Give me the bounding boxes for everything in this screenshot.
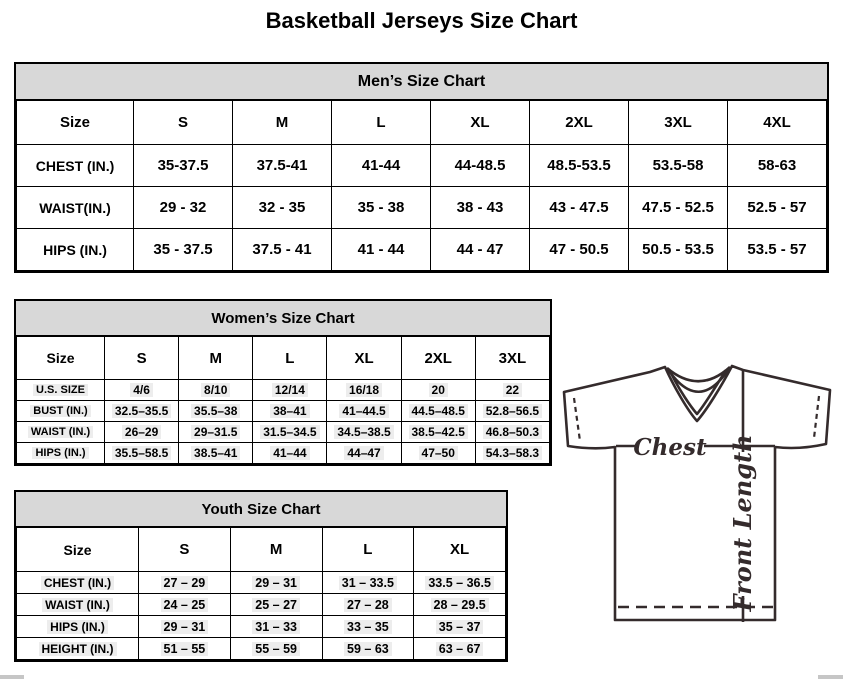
size-value-cell: 44–47 (327, 443, 401, 464)
table-row (17, 616, 506, 638)
womens-size-table (16, 336, 550, 464)
size-value-cell: 52.5 - 57 (728, 187, 827, 229)
youth-chart-title: Youth Size Chart (16, 492, 506, 527)
size-corner-header: Size (17, 528, 139, 572)
column-header-s: S (139, 528, 231, 572)
table-row (17, 145, 827, 187)
chest-label: Chest (633, 434, 707, 461)
row-label: WAIST (IN.) (17, 422, 105, 443)
front-length-label: Front Length (728, 434, 757, 612)
size-value-cell: 38.5–42.5 (401, 422, 475, 443)
size-value-cell: 59 – 63 (322, 638, 414, 660)
size-corner-header: Size (17, 101, 134, 145)
column-header-3xl: 3XL (475, 337, 549, 380)
row-label: HIPS (IN.) (17, 443, 105, 464)
column-header-l: L (253, 337, 327, 380)
size-value-cell: 35 – 37 (414, 616, 506, 638)
size-value-cell: 20 (401, 380, 475, 401)
size-value-cell: 47.5 - 52.5 (629, 187, 728, 229)
size-value-cell: 35 - 38 (332, 187, 431, 229)
row-label: BUST (IN.) (17, 401, 105, 422)
size-value-cell: 25 – 27 (230, 594, 322, 616)
size-value-cell: 48.5-53.5 (530, 145, 629, 187)
jersey-outline (564, 366, 830, 620)
column-header-xl: XL (327, 337, 401, 380)
size-corner-header: Size (17, 337, 105, 380)
column-header-xl: XL (431, 101, 530, 145)
size-value-cell: 31 – 33 (230, 616, 322, 638)
table-row (17, 638, 506, 660)
size-value-cell: 27 – 28 (322, 594, 414, 616)
column-header-row (17, 528, 506, 572)
size-value-cell: 53.5 - 57 (728, 229, 827, 271)
size-value-cell: 12/14 (253, 380, 327, 401)
size-value-cell: 29 – 31 (230, 572, 322, 594)
row-label: CHEST (IN.) (17, 145, 134, 187)
size-value-cell: 29 - 32 (134, 187, 233, 229)
size-value-cell: 44.5–48.5 (401, 401, 475, 422)
column-header-4xl: 4XL (728, 101, 827, 145)
row-label: HIPS (IN.) (17, 229, 134, 271)
row-label: WAIST (IN.) (17, 594, 139, 616)
size-value-cell: 53.5-58 (629, 145, 728, 187)
size-value-cell: 43 - 47.5 (530, 187, 629, 229)
size-value-cell: 38 - 43 (431, 187, 530, 229)
size-value-cell: 32.5–35.5 (105, 401, 179, 422)
size-value-cell: 37.5 - 41 (233, 229, 332, 271)
size-value-cell: 46.8–50.3 (475, 422, 549, 443)
size-value-cell: 38–41 (253, 401, 327, 422)
size-value-cell: 33 – 35 (322, 616, 414, 638)
mens-size-chart (14, 62, 829, 273)
page-title: Basketball Jerseys Size Chart (265, 8, 578, 33)
row-label: HIPS (IN.) (17, 616, 139, 638)
size-value-cell: 37.5-41 (233, 145, 332, 187)
mens-size-table (16, 100, 827, 271)
table-row (17, 380, 550, 401)
column-header-2xl: 2XL (401, 337, 475, 380)
size-value-cell: 58-63 (728, 145, 827, 187)
size-value-cell: 28 – 29.5 (414, 594, 506, 616)
size-value-cell: 22 (475, 380, 549, 401)
size-value-cell: 41–44.5 (327, 401, 401, 422)
column-header-s: S (105, 337, 179, 380)
size-value-cell: 41 - 44 (332, 229, 431, 271)
table-row (17, 422, 550, 443)
column-header-xl: XL (414, 528, 506, 572)
size-value-cell: 4/6 (105, 380, 179, 401)
size-value-cell: 29 – 31 (139, 616, 231, 638)
scrollbar-remnant-left[interactable] (0, 675, 24, 679)
youth-size-table (16, 527, 506, 660)
size-value-cell: 27 – 29 (139, 572, 231, 594)
womens-chart-title: Women’s Size Chart (16, 301, 550, 336)
size-value-cell: 34.5–38.5 (327, 422, 401, 443)
column-header-row (17, 101, 827, 145)
right-cuff-dashed-line (814, 396, 819, 438)
table-row (17, 229, 827, 271)
size-value-cell: 50.5 - 53.5 (629, 229, 728, 271)
size-value-cell: 29–31.5 (179, 422, 253, 443)
womens-size-chart (14, 299, 552, 466)
size-value-cell: 26–29 (105, 422, 179, 443)
size-value-cell: 41-44 (332, 145, 431, 187)
size-value-cell: 35.5–38 (179, 401, 253, 422)
size-value-cell: 16/18 (327, 380, 401, 401)
size-value-cell: 44 - 47 (431, 229, 530, 271)
size-value-cell: 31.5–34.5 (253, 422, 327, 443)
column-header-m: M (179, 337, 253, 380)
jersey-measurement-diagram-icon (553, 358, 841, 628)
size-value-cell: 44-48.5 (431, 145, 530, 187)
table-row (17, 594, 506, 616)
size-value-cell: 63 – 67 (414, 638, 506, 660)
size-value-cell: 54.3–58.3 (475, 443, 549, 464)
size-value-cell: 31 – 33.5 (322, 572, 414, 594)
table-row (17, 401, 550, 422)
size-value-cell: 38.5–41 (179, 443, 253, 464)
column-header-m: M (233, 101, 332, 145)
row-label: WAIST(IN.) (17, 187, 134, 229)
size-value-cell: 8/10 (179, 380, 253, 401)
size-value-cell: 24 – 25 (139, 594, 231, 616)
size-value-cell: 47 - 50.5 (530, 229, 629, 271)
column-header-row (17, 337, 550, 380)
mens-chart-title: Men’s Size Chart (16, 64, 827, 100)
row-label: HEIGHT (IN.) (17, 638, 139, 660)
table-row (17, 572, 506, 594)
column-header-3xl: 3XL (629, 101, 728, 145)
size-value-cell: 33.5 – 36.5 (414, 572, 506, 594)
size-value-cell: 52.8–56.5 (475, 401, 549, 422)
size-value-cell: 47–50 (401, 443, 475, 464)
row-label: U.S. SIZE (17, 380, 105, 401)
size-value-cell: 35 - 37.5 (134, 229, 233, 271)
column-header-2xl: 2XL (530, 101, 629, 145)
left-cuff-dashed-line (574, 398, 580, 441)
column-header-s: S (134, 101, 233, 145)
size-value-cell: 35.5–58.5 (105, 443, 179, 464)
size-value-cell: 41–44 (253, 443, 327, 464)
size-value-cell: 55 – 59 (230, 638, 322, 660)
scrollbar-remnant-right[interactable] (818, 675, 843, 679)
size-value-cell: 35-37.5 (134, 145, 233, 187)
table-row (17, 187, 827, 229)
youth-size-chart (14, 490, 508, 662)
column-header-l: L (322, 528, 414, 572)
column-header-l: L (332, 101, 431, 145)
column-header-m: M (230, 528, 322, 572)
size-value-cell: 51 – 55 (139, 638, 231, 660)
table-row (17, 443, 550, 464)
size-value-cell: 32 - 35 (233, 187, 332, 229)
row-label: CHEST (IN.) (17, 572, 139, 594)
